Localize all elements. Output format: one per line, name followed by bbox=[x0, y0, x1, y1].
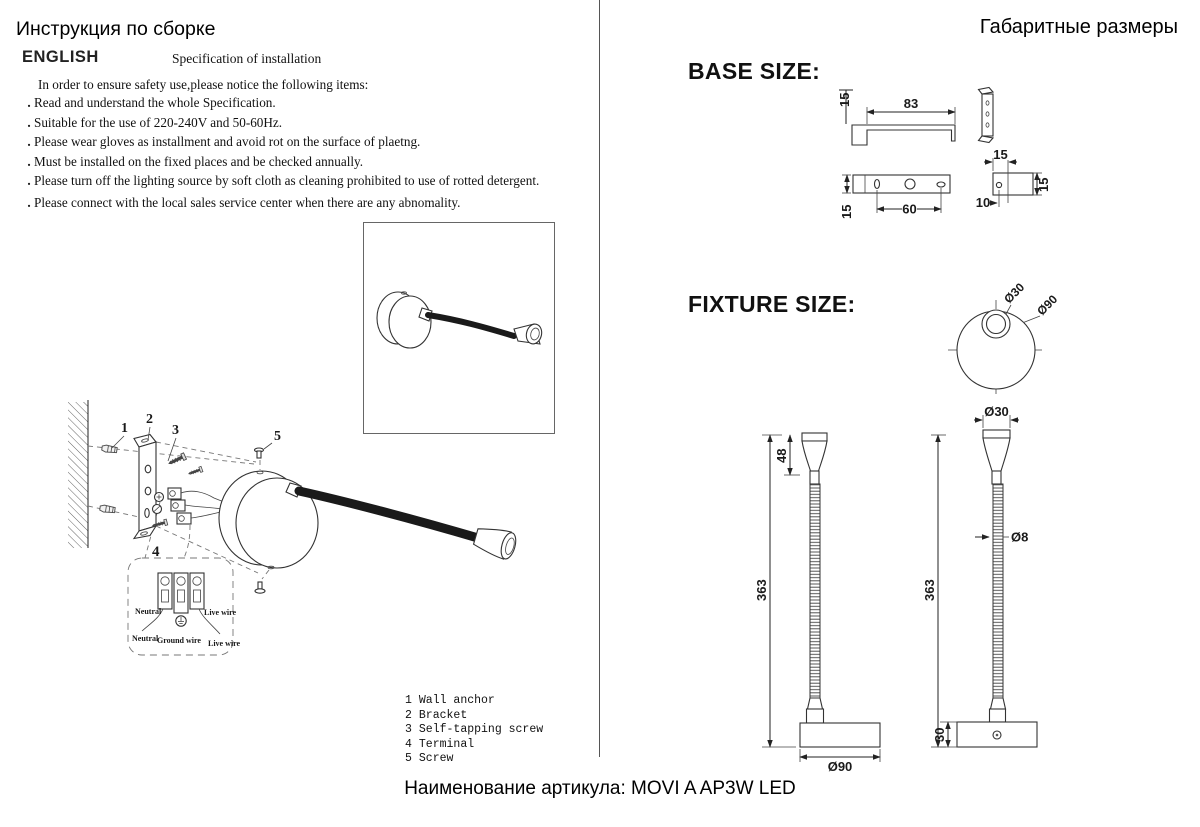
dim-neck-diameter: Ø8 bbox=[1011, 529, 1029, 545]
list-item bbox=[24, 193, 589, 213]
bullet-dot: . bbox=[27, 95, 31, 110]
bullet-dot: . bbox=[27, 153, 31, 169]
legend-num: 5 bbox=[405, 752, 412, 766]
callout-2: 2 bbox=[146, 412, 153, 427]
bracket-hole-middle bbox=[145, 487, 151, 495]
fixture-size-heading: FIXTURE SIZE: bbox=[688, 291, 856, 317]
top-screw bbox=[255, 448, 264, 470]
list-item-text: Please connect with the local sales service center when there are any abnomality. bbox=[34, 194, 461, 210]
dim-top-outer-diameter: Ø90 bbox=[1034, 292, 1061, 319]
dim-plate-depth: 15 bbox=[839, 204, 854, 219]
lamp-body bbox=[219, 471, 318, 569]
gooseneck-shaft bbox=[993, 484, 1003, 698]
fixture-top-view bbox=[930, 272, 1110, 402]
legend-num: 4 bbox=[405, 737, 412, 751]
terminal-block-left bbox=[158, 573, 172, 609]
list-item-text: Suitable for the use of 220-240V and 50-60Hz. bbox=[34, 114, 283, 130]
self-tapping-screw-b bbox=[187, 466, 203, 476]
gooseneck-arm bbox=[428, 315, 514, 336]
callout-4: 4 bbox=[152, 544, 160, 560]
list-item bbox=[24, 171, 589, 191]
neck-outline-30-inner bbox=[987, 315, 1006, 334]
bracket-hole-bottom bbox=[145, 509, 149, 518]
wall-anchor-top bbox=[102, 445, 118, 454]
bullet-dot: . bbox=[27, 173, 31, 189]
wire-1 bbox=[181, 491, 224, 502]
page-title-left: Инструкция по сборке bbox=[16, 18, 216, 40]
dim-base-height: 30 bbox=[932, 727, 947, 742]
bracket-hole-top bbox=[145, 465, 151, 473]
head-cone bbox=[802, 441, 827, 471]
callout-3: 3 bbox=[172, 423, 179, 438]
terminal-label-live-bottom: Live wire bbox=[208, 639, 241, 648]
list-item-text: Must be installed on the fixed places and be checked annually. bbox=[34, 153, 364, 169]
page-title-right: Габаритные размеры bbox=[979, 16, 1178, 38]
bullet-dot: . bbox=[27, 194, 31, 210]
legend-label: Wall anchor bbox=[418, 694, 495, 707]
terminal-block-right bbox=[190, 573, 204, 609]
terminal-label-neutral-bottom: Neutral bbox=[132, 634, 159, 643]
callout-1: 1 bbox=[121, 421, 128, 436]
list-item-text: Please turn off the lighting source by soft cloth as cleaning prohibited to use of rotted detergent. bbox=[34, 173, 540, 189]
ground-symbol bbox=[176, 616, 186, 626]
bracket-side-view bbox=[837, 90, 955, 145]
head-cap bbox=[802, 433, 827, 441]
legend-label: Bracket bbox=[418, 708, 468, 722]
lower-flare bbox=[991, 698, 1006, 709]
legend-num: 3 bbox=[405, 723, 412, 737]
legend-num: 2 bbox=[405, 708, 412, 722]
bracket-end-view bbox=[979, 88, 994, 143]
hole-detail-view bbox=[976, 147, 1051, 210]
legend-label: Terminal bbox=[418, 737, 475, 751]
wire-2 bbox=[185, 505, 223, 509]
head-neck bbox=[992, 471, 1001, 484]
touch-button-dot bbox=[996, 734, 999, 737]
assembly-diagram bbox=[40, 390, 600, 700]
legend-row bbox=[405, 723, 543, 738]
dim-side-total-height: 363 bbox=[922, 579, 937, 601]
dim-side-head-diameter: Ø30 bbox=[984, 404, 1009, 419]
intro-line: In order to ensure safety use,please notice the following items: bbox=[38, 77, 369, 92]
wall-hatching bbox=[68, 402, 88, 548]
article-name: Наименование артикула: MOVI A AP3W LED bbox=[404, 778, 796, 799]
terminal-label-neutral-top: Neutral bbox=[135, 607, 162, 616]
fixture-front-view bbox=[754, 433, 880, 774]
head-cap bbox=[983, 430, 1010, 438]
gooseneck-shaft bbox=[810, 484, 820, 698]
center-hole bbox=[905, 179, 915, 189]
spec-subheading: Specification of installation bbox=[172, 51, 322, 66]
dim-arm-length: 83 bbox=[903, 96, 919, 111]
dim-front-total-height: 363 bbox=[754, 579, 769, 601]
bracket bbox=[134, 435, 156, 539]
dim-top-inner-diameter: Ø30 bbox=[1001, 280, 1028, 307]
terminal-label-ground: Ground wire bbox=[157, 636, 201, 645]
terminal-label-live-top: Live wire bbox=[204, 608, 237, 617]
lower-flare bbox=[808, 698, 823, 709]
terminal-block-middle bbox=[174, 573, 188, 613]
list-item bbox=[24, 93, 589, 113]
legend-row bbox=[405, 709, 543, 724]
legend-row bbox=[405, 738, 543, 753]
terminal-detail bbox=[128, 558, 241, 655]
bracket-top-view bbox=[839, 175, 950, 219]
fixture-side-view bbox=[922, 404, 1037, 747]
fixture-elevation-views bbox=[730, 400, 1160, 790]
list-item bbox=[24, 113, 589, 133]
terminal-connectors bbox=[168, 488, 225, 524]
mount-slot-right bbox=[937, 182, 945, 187]
base-front bbox=[800, 723, 880, 747]
list-item bbox=[24, 132, 589, 152]
legend-row bbox=[405, 694, 543, 709]
dim-head-height: 48 bbox=[774, 448, 789, 463]
lamp-head bbox=[472, 523, 519, 561]
dim-hole-spacing: 60 bbox=[902, 201, 917, 217]
lower-collar bbox=[807, 709, 824, 723]
dim-detail-width: 15 bbox=[993, 147, 1008, 162]
legend-label: Screw bbox=[418, 752, 454, 766]
parts-legend bbox=[405, 694, 543, 767]
dim-side-height: 15 bbox=[837, 92, 852, 107]
callout-5: 5 bbox=[274, 429, 281, 444]
gooseneck-arm bbox=[299, 491, 478, 538]
bullet-dot: . bbox=[27, 134, 31, 150]
dim-base-diameter: Ø90 bbox=[827, 759, 853, 774]
head-neck bbox=[810, 471, 819, 484]
bracket-side-profile bbox=[852, 125, 955, 145]
lamp-base-front bbox=[389, 296, 431, 348]
legend-row bbox=[405, 752, 543, 767]
list-item-text: Read and understand the whole Specification. bbox=[34, 95, 276, 110]
list-item-text: Please wear gloves as installment and avoid rot on the surface of plaetng. bbox=[34, 134, 421, 150]
dim-detail-height: 15 bbox=[1036, 177, 1051, 192]
legend-num: 1 bbox=[405, 694, 412, 707]
list-item bbox=[24, 152, 589, 172]
bullet-dot: . bbox=[27, 114, 31, 130]
base-size-drawing bbox=[818, 80, 1093, 235]
wall-anchor-bottom bbox=[100, 505, 116, 514]
detail-hole bbox=[996, 182, 1001, 187]
safety-list bbox=[24, 93, 589, 213]
lower-collar bbox=[990, 709, 1006, 722]
base-size-heading: BASE SIZE: bbox=[688, 58, 821, 84]
bottom-screw bbox=[255, 570, 269, 593]
head-cone bbox=[983, 438, 1010, 471]
english-heading: ENGLISH bbox=[22, 48, 99, 66]
dim-hole-offset: 10 bbox=[975, 195, 991, 210]
mount-slot-left bbox=[875, 180, 880, 189]
legend-label: Self-tapping screw bbox=[418, 723, 544, 737]
